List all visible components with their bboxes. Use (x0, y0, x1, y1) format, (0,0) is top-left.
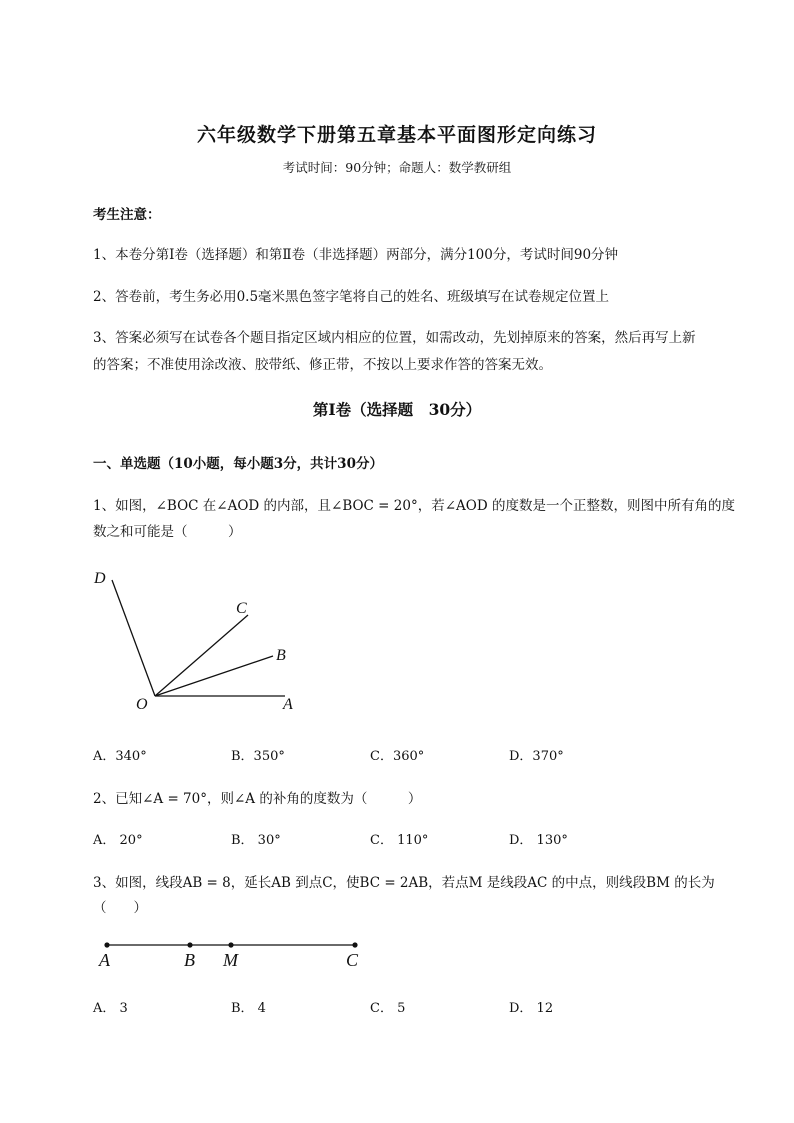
label-b: B (184, 950, 195, 970)
notice-item-3: 3、答案必须写在试卷各个题目指定区域内相应的位置，如需改动，先划掉原来的答案，然后再写上新 (93, 330, 696, 346)
point-a (104, 942, 109, 947)
q1-option-a: A．340° (93, 749, 147, 764)
notice-item-1: 1、本卷分第I卷（选择题）和第Ⅱ卷（非选择题）两部分，满分100分，考试时间90分钟 (93, 247, 619, 263)
question-3-text-continued: （ ） (93, 900, 147, 916)
label-c: C (236, 600, 247, 617)
part-title: 一、单选题（10小题，每小题3分，共计30分） (93, 456, 383, 472)
question-3-text: 3、如图，线段AB = 8，延长AB 到点C，使BC = 2AB，若点M 是线段AC 的中点，则线段BM 的长为 (93, 875, 715, 891)
question-1-text: 1、如图，∠BOC 在∠AOD 的内部，且∠BOC = 20°，若∠AOD 的度数是一个正整数，则图中所有角的度 (93, 498, 735, 514)
q1-option-c: C．360° (370, 749, 425, 764)
segment-figure (90, 930, 380, 975)
question-2-text: 2、已知∠A = 70°，则∠A 的补角的度数为（ ） (93, 791, 422, 807)
page-title: 六年级数学下册第五章基本平面图形定向练习 (196, 124, 597, 146)
label-b: B (276, 647, 286, 664)
label-a: A (99, 950, 110, 970)
label-o: O (136, 696, 148, 713)
q3-option-d: D． 12 (509, 1001, 554, 1016)
section-title: 第I卷（选择题 30分） (312, 400, 482, 419)
label-m: M (223, 950, 238, 970)
ray-ob (155, 656, 273, 696)
point-c (352, 942, 357, 947)
q2-option-a: A． 20° (93, 833, 143, 848)
ray-oc (155, 615, 248, 696)
notice-item-3-continued: 的答案；不准使用涂改液、胶带纸、修正带，不按以上要求作答的答案无效。 (93, 357, 552, 373)
q3-option-b: B． 4 (231, 1001, 266, 1016)
ray-od (112, 580, 155, 696)
exam-info: 考试时间：90分钟；命题人：数学教研组 (282, 160, 512, 175)
point-b (187, 942, 192, 947)
notice-item-2: 2、答卷前，考生务必用0.5毫米黑色签字笔将自己的姓名、班级填写在试卷规定位置上 (93, 289, 610, 305)
angle-figure (85, 560, 315, 720)
question-1-text-continued: 数之和可能是（ ） (93, 524, 242, 540)
q3-option-a: A． 3 (93, 1001, 128, 1016)
q2-option-b: B． 30° (231, 833, 281, 848)
q2-option-c: C． 110° (370, 833, 429, 848)
notice-heading: 考生注意： (93, 207, 161, 223)
point-m (228, 942, 233, 947)
q1-option-b: B．350° (231, 749, 285, 764)
label-c: C (346, 950, 359, 970)
q1-option-d: D．370° (509, 749, 564, 764)
label-d: D (94, 570, 106, 587)
label-a: A (283, 696, 293, 713)
q2-option-d: D． 130° (509, 833, 568, 848)
q3-option-c: C． 5 (370, 1001, 406, 1016)
